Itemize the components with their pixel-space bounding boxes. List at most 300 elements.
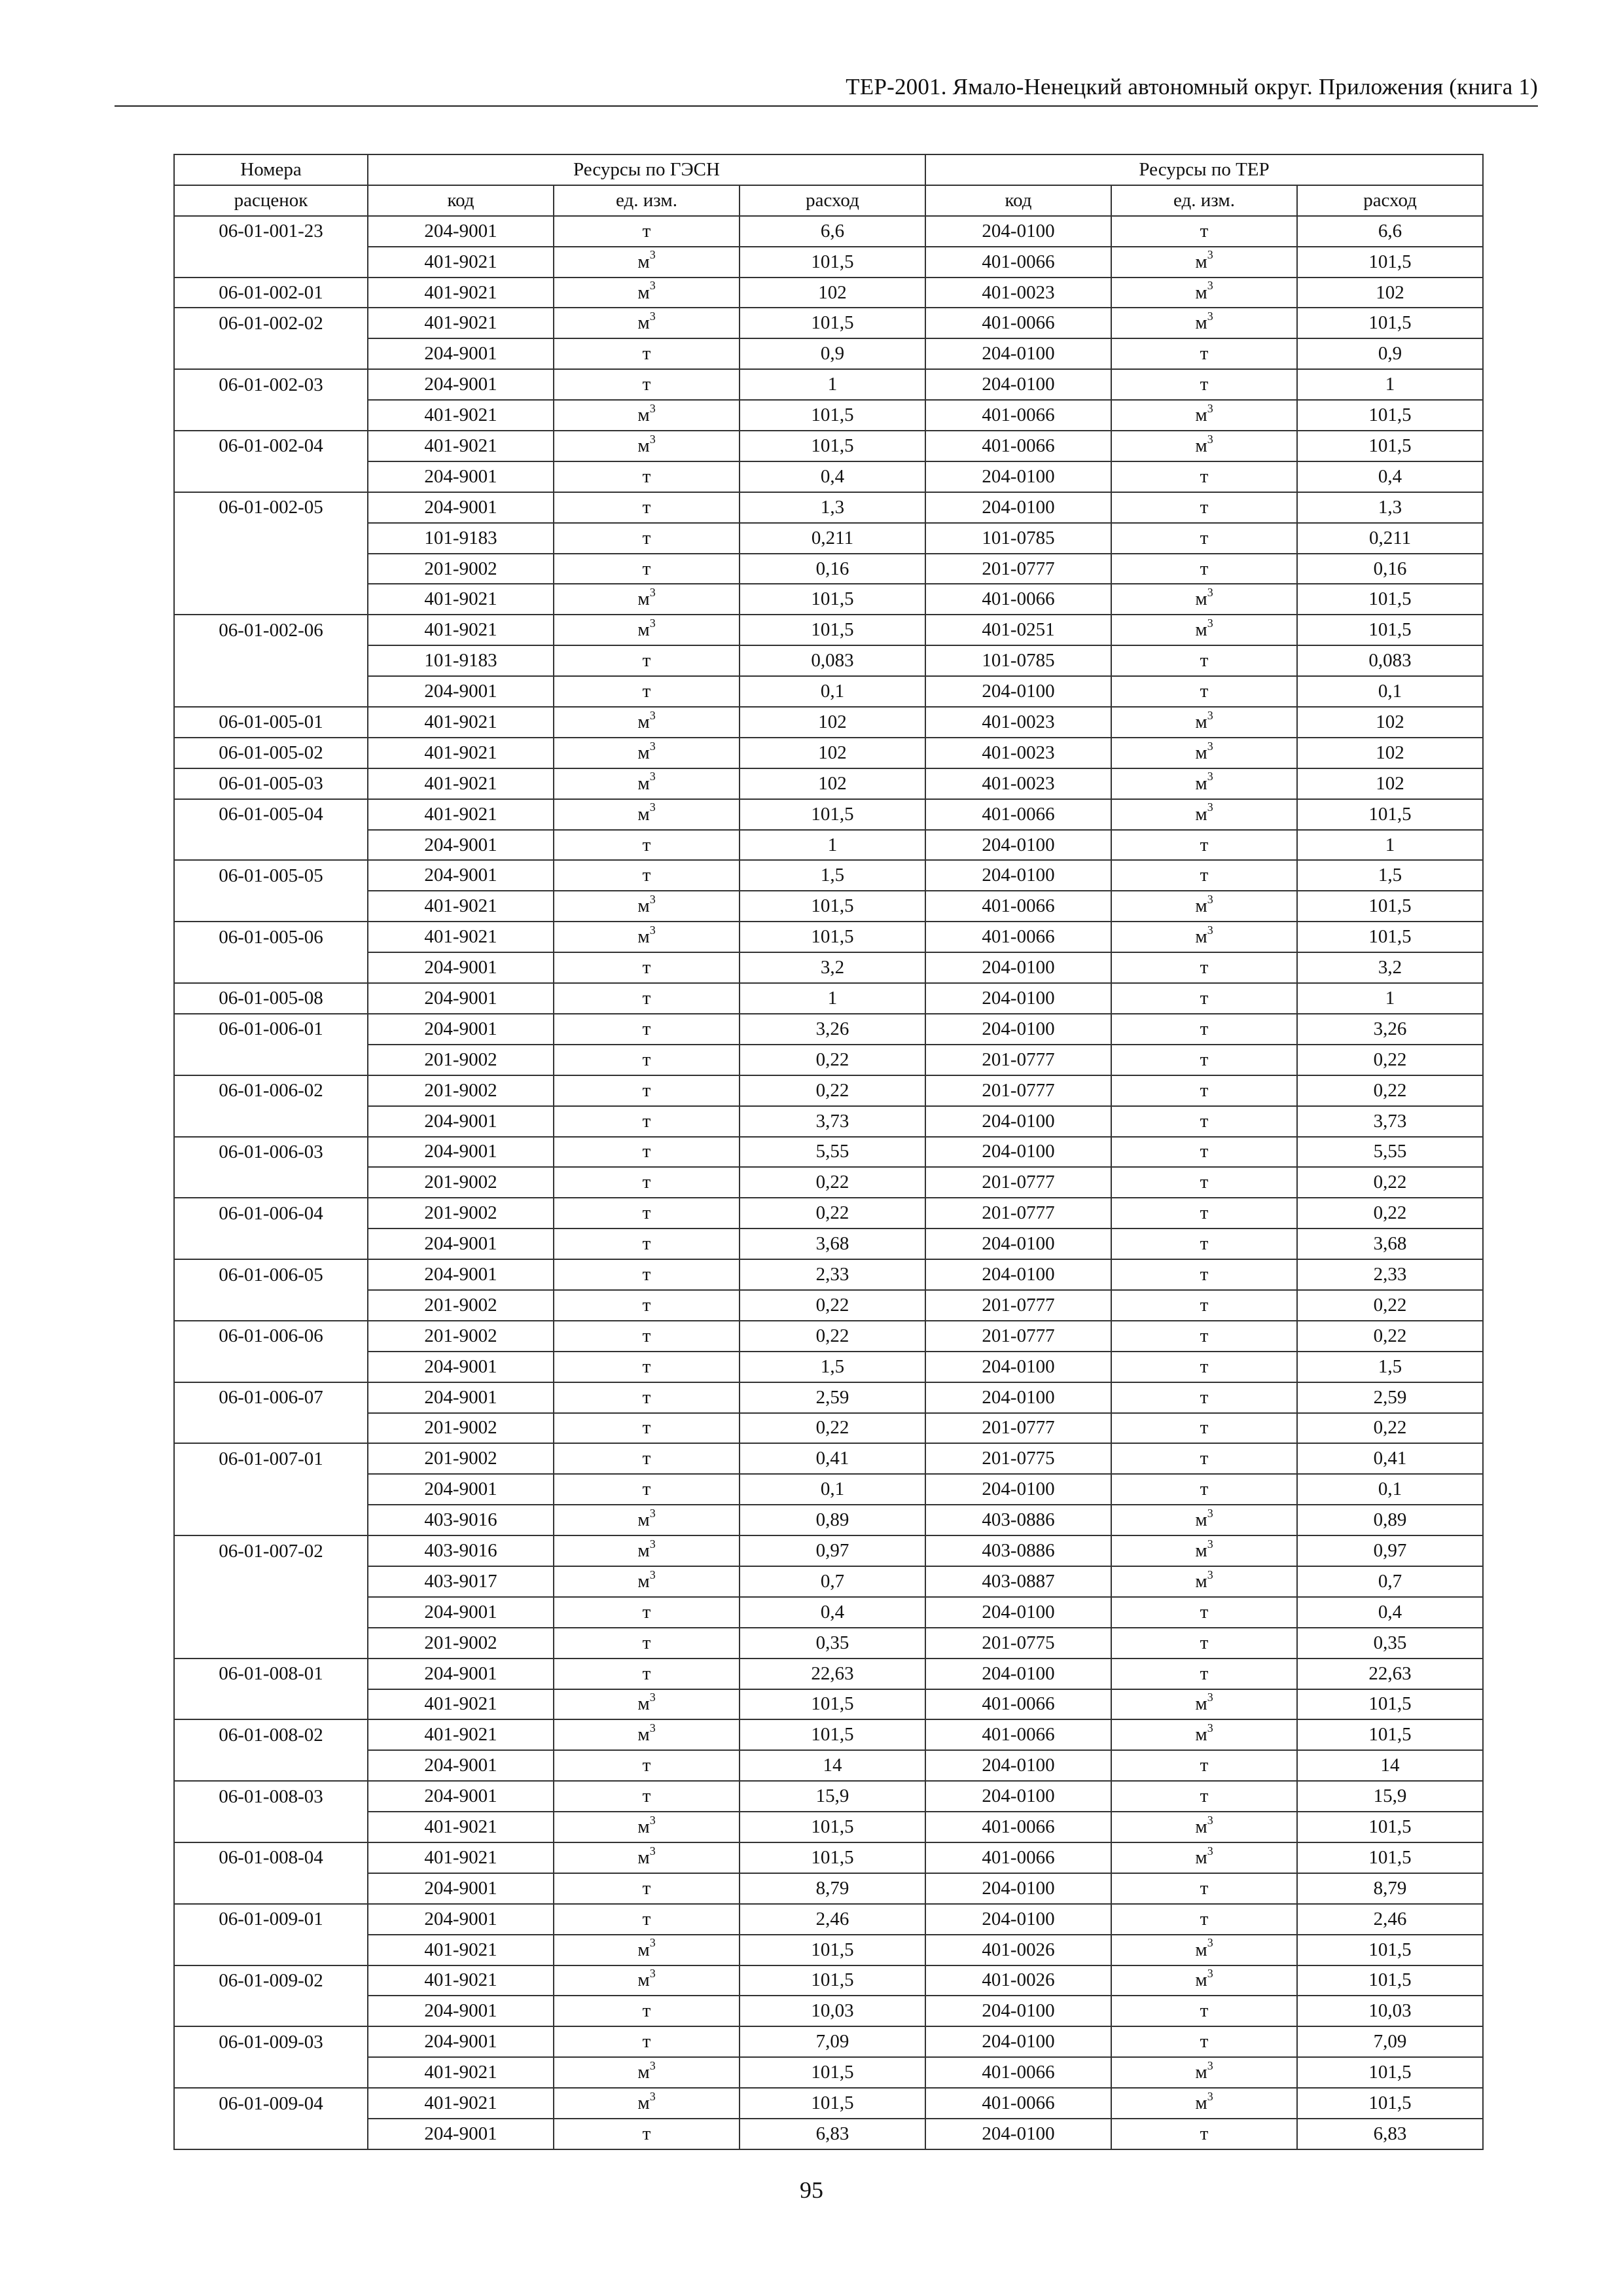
ter-code-cell: 204-0100 bbox=[925, 983, 1111, 1014]
table-row bbox=[174, 1474, 1483, 1505]
table-row bbox=[174, 645, 1483, 676]
ter-qty-cell: 0,97 bbox=[1297, 1535, 1483, 1566]
gesn-unit-cell: т bbox=[554, 461, 740, 492]
ter-unit-cell: т bbox=[1111, 1413, 1297, 1444]
gesn-code-cell: 204-9001 bbox=[368, 216, 554, 247]
ter-code-cell: 201-0777 bbox=[925, 1045, 1111, 1075]
ter-code-cell: 204-0100 bbox=[925, 461, 1111, 492]
ter-qty-cell: 0,22 bbox=[1297, 1198, 1483, 1229]
table-row bbox=[174, 523, 1483, 554]
table-row bbox=[174, 1290, 1483, 1321]
gesn-qty-cell: 6,6 bbox=[740, 216, 925, 247]
gesn-unit-cell: т bbox=[554, 1045, 740, 1075]
table-row bbox=[174, 922, 1483, 952]
ter-qty-cell: 0,22 bbox=[1297, 1075, 1483, 1106]
gesn-qty-cell: 0,083 bbox=[740, 645, 925, 676]
rate-number-cell: 06-01-002-01 bbox=[174, 278, 368, 308]
gesn-code-cell: 204-9001 bbox=[368, 1781, 554, 1812]
gesn-code-cell: 204-9001 bbox=[368, 983, 554, 1014]
gesn-unit-cell: т bbox=[554, 1106, 740, 1137]
ter-unit-cell: т bbox=[1111, 860, 1297, 891]
header-gesn-resources: Ресурсы по ГЭСН bbox=[368, 154, 925, 185]
ter-unit-cell: т bbox=[1111, 1290, 1297, 1321]
table-row bbox=[174, 1597, 1483, 1628]
gesn-qty-cell: 6,83 bbox=[740, 2119, 925, 2149]
rate-number-cell: 06-01-008-04 bbox=[174, 1842, 368, 1873]
table-row bbox=[174, 799, 1483, 830]
gesn-qty-cell: 0,97 bbox=[740, 1535, 925, 1566]
ter-code-cell: 204-0100 bbox=[925, 676, 1111, 707]
ter-qty-cell: 0,22 bbox=[1297, 1413, 1483, 1444]
rate-number-cell: 06-01-002-02 bbox=[174, 308, 368, 338]
ter-qty-cell: 102 bbox=[1297, 738, 1483, 768]
ter-qty-cell: 1,5 bbox=[1297, 1352, 1483, 1382]
ter-unit-cell: $м^3$ bbox=[1111, 1935, 1297, 1965]
ter-qty-cell: 101,5 bbox=[1297, 1812, 1483, 1842]
gesn-unit-cell: т bbox=[554, 2119, 740, 2149]
ter-unit-cell: т bbox=[1111, 952, 1297, 983]
ter-code-cell: 204-0100 bbox=[925, 1382, 1111, 1413]
table-row bbox=[174, 738, 1483, 768]
ter-unit-cell: т bbox=[1111, 1750, 1297, 1781]
ter-qty-cell: 101,5 bbox=[1297, 1935, 1483, 1965]
rate-number-cell bbox=[174, 1689, 368, 1720]
table-row bbox=[174, 216, 1483, 247]
ter-unit-cell: т bbox=[1111, 983, 1297, 1014]
ter-qty-cell: 101,5 bbox=[1297, 247, 1483, 278]
gesn-unit-cell: $м^3$ bbox=[554, 2057, 740, 2088]
ter-unit-cell: т bbox=[1111, 1352, 1297, 1382]
gesn-unit-cell: $м^3$ bbox=[554, 431, 740, 461]
gesn-code-cell: 204-9001 bbox=[368, 1352, 554, 1382]
gesn-qty-cell: 0,16 bbox=[740, 554, 925, 584]
ter-code-cell: 401-0026 bbox=[925, 1935, 1111, 1965]
subheader-gesn-unit: ед. изм. bbox=[554, 185, 740, 216]
table-row bbox=[174, 1229, 1483, 1259]
ter-qty-cell: 0,4 bbox=[1297, 1597, 1483, 1628]
ter-qty-cell: 101,5 bbox=[1297, 1842, 1483, 1873]
rate-number-cell bbox=[174, 1229, 368, 1259]
ter-code-cell: 201-0777 bbox=[925, 1198, 1111, 1229]
ter-qty-cell: 1 bbox=[1297, 369, 1483, 400]
ter-code-cell: 204-0100 bbox=[925, 1259, 1111, 1290]
gesn-unit-cell: $м^3$ bbox=[554, 584, 740, 615]
ter-code-cell: 401-0066 bbox=[925, 799, 1111, 830]
gesn-unit-cell: $м^3$ bbox=[554, 891, 740, 922]
gesn-unit-cell: т bbox=[554, 1352, 740, 1382]
gesn-qty-cell: 1,3 bbox=[740, 492, 925, 523]
gesn-unit-cell: $м^3$ bbox=[554, 1566, 740, 1597]
ter-qty-cell: 101,5 bbox=[1297, 891, 1483, 922]
ter-unit-cell: т bbox=[1111, 461, 1297, 492]
ter-unit-cell: $м^3$ bbox=[1111, 768, 1297, 799]
ter-unit-cell: т bbox=[1111, 1137, 1297, 1168]
ter-qty-cell: 101,5 bbox=[1297, 1719, 1483, 1750]
ter-unit-cell: т bbox=[1111, 1198, 1297, 1229]
gesn-unit-cell: $м^3$ bbox=[554, 1812, 740, 1842]
table-row bbox=[174, 584, 1483, 615]
gesn-code-cell: 204-9001 bbox=[368, 338, 554, 369]
ter-qty-cell: 0,1 bbox=[1297, 1474, 1483, 1505]
gesn-qty-cell: 2,33 bbox=[740, 1259, 925, 1290]
rate-number-cell: 06-01-008-02 bbox=[174, 1719, 368, 1750]
ter-unit-cell: т bbox=[1111, 645, 1297, 676]
ter-unit-cell: $м^3$ bbox=[1111, 1842, 1297, 1873]
gesn-qty-cell: 0,41 bbox=[740, 1443, 925, 1474]
rate-number-cell bbox=[174, 554, 368, 584]
ter-unit-cell: $м^3$ bbox=[1111, 584, 1297, 615]
gesn-qty-cell: 0,4 bbox=[740, 1597, 925, 1628]
table-row bbox=[174, 492, 1483, 523]
ter-code-cell: 204-0100 bbox=[925, 1137, 1111, 1168]
ter-qty-cell: 0,22 bbox=[1297, 1045, 1483, 1075]
rate-number-cell: 06-01-006-07 bbox=[174, 1382, 368, 1413]
gesn-code-cell: 204-9001 bbox=[368, 1474, 554, 1505]
resources-table bbox=[173, 154, 1484, 2150]
gesn-code-cell: 204-9001 bbox=[368, 1137, 554, 1168]
gesn-code-cell: 401-9021 bbox=[368, 1965, 554, 1996]
ter-qty-cell: 101,5 bbox=[1297, 799, 1483, 830]
ter-unit-cell: т bbox=[1111, 830, 1297, 861]
gesn-qty-cell: 101,5 bbox=[740, 1842, 925, 1873]
ter-qty-cell: 1,5 bbox=[1297, 860, 1483, 891]
table-row bbox=[174, 308, 1483, 338]
gesn-qty-cell: 102 bbox=[740, 768, 925, 799]
gesn-qty-cell: 8,79 bbox=[740, 1873, 925, 1904]
gesn-unit-cell: $м^3$ bbox=[554, 278, 740, 308]
rate-number-cell: 06-01-005-06 bbox=[174, 922, 368, 952]
gesn-unit-cell: т bbox=[554, 1259, 740, 1290]
gesn-qty-cell: 101,5 bbox=[740, 308, 925, 338]
ter-unit-cell: $м^3$ bbox=[1111, 278, 1297, 308]
ter-code-cell: 201-0777 bbox=[925, 1075, 1111, 1106]
ter-unit-cell: $м^3$ bbox=[1111, 247, 1297, 278]
ter-code-cell: 401-0066 bbox=[925, 584, 1111, 615]
table-row bbox=[174, 1045, 1483, 1075]
ter-code-cell: 401-0066 bbox=[925, 2088, 1111, 2119]
ter-code-cell: 403-0886 bbox=[925, 1505, 1111, 1535]
table-row bbox=[174, 1719, 1483, 1750]
ter-code-cell: 401-0066 bbox=[925, 431, 1111, 461]
gesn-code-cell: 403-9016 bbox=[368, 1505, 554, 1535]
gesn-code-cell: 401-9021 bbox=[368, 615, 554, 645]
table-row bbox=[174, 1842, 1483, 1873]
gesn-unit-cell: т bbox=[554, 2026, 740, 2057]
gesn-qty-cell: 15,9 bbox=[740, 1781, 925, 1812]
gesn-unit-cell: $м^3$ bbox=[554, 1505, 740, 1535]
gesn-unit-cell: т bbox=[554, 1659, 740, 1689]
ter-unit-cell: $м^3$ bbox=[1111, 738, 1297, 768]
table-row bbox=[174, 431, 1483, 461]
ter-qty-cell: 101,5 bbox=[1297, 431, 1483, 461]
gesn-qty-cell: 102 bbox=[740, 738, 925, 768]
ter-unit-cell: т bbox=[1111, 1106, 1297, 1137]
gesn-unit-cell: т bbox=[554, 1290, 740, 1321]
gesn-code-cell: 204-9001 bbox=[368, 676, 554, 707]
gesn-code-cell: 204-9001 bbox=[368, 1659, 554, 1689]
ter-unit-cell: $м^3$ bbox=[1111, 799, 1297, 830]
gesn-qty-cell: 0,1 bbox=[740, 1474, 925, 1505]
gesn-code-cell: 204-9001 bbox=[368, 1014, 554, 1045]
gesn-qty-cell: 14 bbox=[740, 1750, 925, 1781]
gesn-code-cell: 401-9021 bbox=[368, 247, 554, 278]
gesn-code-cell: 201-9002 bbox=[368, 1075, 554, 1106]
gesn-unit-cell: $м^3$ bbox=[554, 768, 740, 799]
gesn-code-cell: 201-9002 bbox=[368, 554, 554, 584]
ter-unit-cell: $м^3$ bbox=[1111, 1566, 1297, 1597]
table-row bbox=[174, 891, 1483, 922]
ter-code-cell: 201-0777 bbox=[925, 1290, 1111, 1321]
ter-unit-cell: т bbox=[1111, 1904, 1297, 1935]
gesn-unit-cell: $м^3$ bbox=[554, 400, 740, 431]
ter-code-cell: 204-0100 bbox=[925, 1781, 1111, 1812]
rate-number-cell bbox=[174, 1873, 368, 1904]
ter-unit-cell: т bbox=[1111, 1996, 1297, 2026]
table-row bbox=[174, 860, 1483, 891]
rate-number-cell bbox=[174, 247, 368, 278]
rate-number-cell: 06-01-005-08 bbox=[174, 983, 368, 1014]
gesn-unit-cell: т bbox=[554, 983, 740, 1014]
gesn-unit-cell: т bbox=[554, 338, 740, 369]
ter-qty-cell: 102 bbox=[1297, 707, 1483, 738]
table-row bbox=[174, 1167, 1483, 1198]
gesn-code-cell: 403-9016 bbox=[368, 1535, 554, 1566]
ter-unit-cell: т bbox=[1111, 676, 1297, 707]
ter-code-cell: 204-0100 bbox=[925, 492, 1111, 523]
ter-code-cell: 204-0100 bbox=[925, 1014, 1111, 1045]
ter-code-cell: 201-0777 bbox=[925, 1413, 1111, 1444]
header-rate-numbers: Номера bbox=[174, 154, 368, 185]
ter-code-cell: 201-0777 bbox=[925, 1167, 1111, 1198]
ter-qty-cell: 101,5 bbox=[1297, 922, 1483, 952]
gesn-code-cell: 204-9001 bbox=[368, 2119, 554, 2149]
gesn-qty-cell: 0,7 bbox=[740, 1566, 925, 1597]
ter-code-cell: 204-0100 bbox=[925, 860, 1111, 891]
ter-qty-cell: 0,89 bbox=[1297, 1505, 1483, 1535]
table-subheader-row bbox=[174, 185, 1483, 216]
gesn-qty-cell: 1 bbox=[740, 830, 925, 861]
gesn-unit-cell: $м^3$ bbox=[554, 247, 740, 278]
gesn-unit-cell: т bbox=[554, 1167, 740, 1198]
ter-qty-cell: 5,55 bbox=[1297, 1137, 1483, 1168]
gesn-unit-cell: $м^3$ bbox=[554, 1719, 740, 1750]
gesn-code-cell: 204-9001 bbox=[368, 1996, 554, 2026]
rate-number-cell bbox=[174, 1290, 368, 1321]
gesn-code-cell: 403-9017 bbox=[368, 1566, 554, 1597]
ter-qty-cell: 2,33 bbox=[1297, 1259, 1483, 1290]
ter-qty-cell: 0,7 bbox=[1297, 1566, 1483, 1597]
gesn-code-cell: 201-9002 bbox=[368, 1321, 554, 1352]
gesn-qty-cell: 2,46 bbox=[740, 1904, 925, 1935]
table-row bbox=[174, 1812, 1483, 1842]
rate-number-cell bbox=[174, 1935, 368, 1965]
table-row bbox=[174, 1137, 1483, 1168]
table-row bbox=[174, 983, 1483, 1014]
ter-unit-cell: т bbox=[1111, 1014, 1297, 1045]
table-row bbox=[174, 2057, 1483, 2088]
gesn-qty-cell: 0,9 bbox=[740, 338, 925, 369]
gesn-qty-cell: 101,5 bbox=[740, 584, 925, 615]
ter-code-cell: 401-0066 bbox=[925, 247, 1111, 278]
rate-number-cell bbox=[174, 1750, 368, 1781]
gesn-code-cell: 204-9001 bbox=[368, 1259, 554, 1290]
table-row bbox=[174, 1750, 1483, 1781]
gesn-unit-cell: т bbox=[554, 492, 740, 523]
ter-qty-cell: 101,5 bbox=[1297, 308, 1483, 338]
gesn-qty-cell: 0,22 bbox=[740, 1075, 925, 1106]
gesn-qty-cell: 0,4 bbox=[740, 461, 925, 492]
ter-unit-cell: $м^3$ bbox=[1111, 431, 1297, 461]
gesn-code-cell: 201-9002 bbox=[368, 1167, 554, 1198]
running-header-text: ТЕР-2001. Ямало-Ненецкий автономный округ. Приложения (книга 1) bbox=[846, 74, 1538, 99]
subheader-ter-code: код bbox=[925, 185, 1111, 216]
ter-code-cell: 401-0066 bbox=[925, 1719, 1111, 1750]
ter-code-cell: 401-0023 bbox=[925, 278, 1111, 308]
rate-number-cell: 06-01-006-05 bbox=[174, 1259, 368, 1290]
table-row bbox=[174, 1781, 1483, 1812]
table-row bbox=[174, 1443, 1483, 1474]
table-row bbox=[174, 1014, 1483, 1045]
table-row bbox=[174, 1075, 1483, 1106]
rate-number-cell bbox=[174, 1167, 368, 1198]
table-row bbox=[174, 1382, 1483, 1413]
ter-code-cell: 204-0100 bbox=[925, 1750, 1111, 1781]
ter-qty-cell: 0,35 bbox=[1297, 1628, 1483, 1659]
gesn-unit-cell: т bbox=[554, 1443, 740, 1474]
gesn-qty-cell: 0,35 bbox=[740, 1628, 925, 1659]
gesn-unit-cell: т bbox=[554, 1413, 740, 1444]
gesn-unit-cell: $м^3$ bbox=[554, 707, 740, 738]
ter-unit-cell: $м^3$ bbox=[1111, 707, 1297, 738]
ter-unit-cell: т bbox=[1111, 523, 1297, 554]
gesn-code-cell: 204-9001 bbox=[368, 1873, 554, 1904]
ter-qty-cell: 3,73 bbox=[1297, 1106, 1483, 1137]
gesn-qty-cell: 1 bbox=[740, 983, 925, 1014]
gesn-code-cell: 204-9001 bbox=[368, 1904, 554, 1935]
ter-code-cell: 401-0066 bbox=[925, 1842, 1111, 1873]
rate-number-cell: 06-01-006-03 bbox=[174, 1137, 368, 1168]
rate-number-cell bbox=[174, 400, 368, 431]
table-row bbox=[174, 461, 1483, 492]
gesn-code-cell: 401-9021 bbox=[368, 738, 554, 768]
table-row bbox=[174, 676, 1483, 707]
rate-number-cell bbox=[174, 1628, 368, 1659]
gesn-qty-cell: 0,22 bbox=[740, 1413, 925, 1444]
ter-unit-cell: $м^3$ bbox=[1111, 922, 1297, 952]
gesn-unit-cell: т bbox=[554, 830, 740, 861]
table-row bbox=[174, 1505, 1483, 1535]
ter-code-cell: 204-0100 bbox=[925, 216, 1111, 247]
ter-qty-cell: 0,083 bbox=[1297, 645, 1483, 676]
ter-unit-cell: т bbox=[1111, 1167, 1297, 1198]
gesn-unit-cell: $м^3$ bbox=[554, 1535, 740, 1566]
ter-code-cell: 401-0066 bbox=[925, 1812, 1111, 1842]
gesn-unit-cell: т bbox=[554, 1229, 740, 1259]
table-row bbox=[174, 1352, 1483, 1382]
gesn-unit-cell: $м^3$ bbox=[554, 1842, 740, 1873]
rate-number-cell bbox=[174, 676, 368, 707]
ter-unit-cell: т bbox=[1111, 1075, 1297, 1106]
ter-qty-cell: 101,5 bbox=[1297, 400, 1483, 431]
ter-unit-cell: т bbox=[1111, 1259, 1297, 1290]
gesn-unit-cell: т bbox=[554, 1014, 740, 1045]
gesn-unit-cell: т bbox=[554, 1996, 740, 2026]
ter-code-cell: 101-0785 bbox=[925, 645, 1111, 676]
gesn-unit-cell: т bbox=[554, 645, 740, 676]
gesn-qty-cell: 0,22 bbox=[740, 1198, 925, 1229]
ter-unit-cell: т bbox=[1111, 1382, 1297, 1413]
ter-qty-cell: 0,22 bbox=[1297, 1167, 1483, 1198]
ter-qty-cell: 102 bbox=[1297, 768, 1483, 799]
gesn-unit-cell: т bbox=[554, 676, 740, 707]
rate-number-cell: 06-01-006-06 bbox=[174, 1321, 368, 1352]
rate-number-cell: 06-01-006-01 bbox=[174, 1014, 368, 1045]
ter-unit-cell: $м^3$ bbox=[1111, 308, 1297, 338]
ter-unit-cell: т bbox=[1111, 1045, 1297, 1075]
table-row bbox=[174, 338, 1483, 369]
ter-unit-cell: т bbox=[1111, 2026, 1297, 2057]
gesn-unit-cell: $м^3$ bbox=[554, 799, 740, 830]
gesn-qty-cell: 102 bbox=[740, 707, 925, 738]
rate-number-cell bbox=[174, 1413, 368, 1444]
gesn-code-cell: 204-9001 bbox=[368, 1750, 554, 1781]
rate-number-cell: 06-01-005-01 bbox=[174, 707, 368, 738]
ter-qty-cell: 2,59 bbox=[1297, 1382, 1483, 1413]
gesn-qty-cell: 101,5 bbox=[740, 1689, 925, 1720]
gesn-code-cell: 401-9021 bbox=[368, 1719, 554, 1750]
rate-number-cell: 06-01-002-05 bbox=[174, 492, 368, 523]
ter-code-cell: 101-0785 bbox=[925, 523, 1111, 554]
gesn-unit-cell: т bbox=[554, 369, 740, 400]
gesn-code-cell: 201-9002 bbox=[368, 1290, 554, 1321]
gesn-qty-cell: 0,22 bbox=[740, 1321, 925, 1352]
table-row bbox=[174, 830, 1483, 861]
table-row bbox=[174, 1566, 1483, 1597]
gesn-qty-cell: 101,5 bbox=[740, 1935, 925, 1965]
ter-code-cell: 401-0066 bbox=[925, 891, 1111, 922]
gesn-qty-cell: 101,5 bbox=[740, 1719, 925, 1750]
ter-qty-cell: 0,22 bbox=[1297, 1321, 1483, 1352]
ter-code-cell: 401-0066 bbox=[925, 400, 1111, 431]
rate-number-cell bbox=[174, 952, 368, 983]
ter-qty-cell: 102 bbox=[1297, 278, 1483, 308]
ter-code-cell: 204-0100 bbox=[925, 1106, 1111, 1137]
ter-qty-cell: 22,63 bbox=[1297, 1659, 1483, 1689]
gesn-unit-cell: т bbox=[554, 1382, 740, 1413]
rate-number-cell bbox=[174, 1352, 368, 1382]
ter-qty-cell: 6,83 bbox=[1297, 2119, 1483, 2149]
gesn-qty-cell: 3,73 bbox=[740, 1106, 925, 1137]
rate-number-cell bbox=[174, 1566, 368, 1597]
gesn-qty-cell: 101,5 bbox=[740, 922, 925, 952]
ter-qty-cell: 3,26 bbox=[1297, 1014, 1483, 1045]
ter-code-cell: 401-0066 bbox=[925, 2057, 1111, 2088]
subheader-gesn-qty: расход bbox=[740, 185, 925, 216]
gesn-code-cell: 204-9001 bbox=[368, 2026, 554, 2057]
gesn-unit-cell: $м^3$ bbox=[554, 922, 740, 952]
gesn-unit-cell: т bbox=[554, 1597, 740, 1628]
gesn-code-cell: 204-9001 bbox=[368, 952, 554, 983]
ter-code-cell: 204-0100 bbox=[925, 1873, 1111, 1904]
table-row bbox=[174, 400, 1483, 431]
gesn-qty-cell: 1,5 bbox=[740, 860, 925, 891]
ter-code-cell: 204-0100 bbox=[925, 952, 1111, 983]
gesn-unit-cell: т bbox=[554, 860, 740, 891]
rate-number-cell: 06-01-002-04 bbox=[174, 431, 368, 461]
ter-code-cell: 403-0886 bbox=[925, 1535, 1111, 1566]
gesn-qty-cell: 101,5 bbox=[740, 799, 925, 830]
gesn-qty-cell: 0,22 bbox=[740, 1290, 925, 1321]
